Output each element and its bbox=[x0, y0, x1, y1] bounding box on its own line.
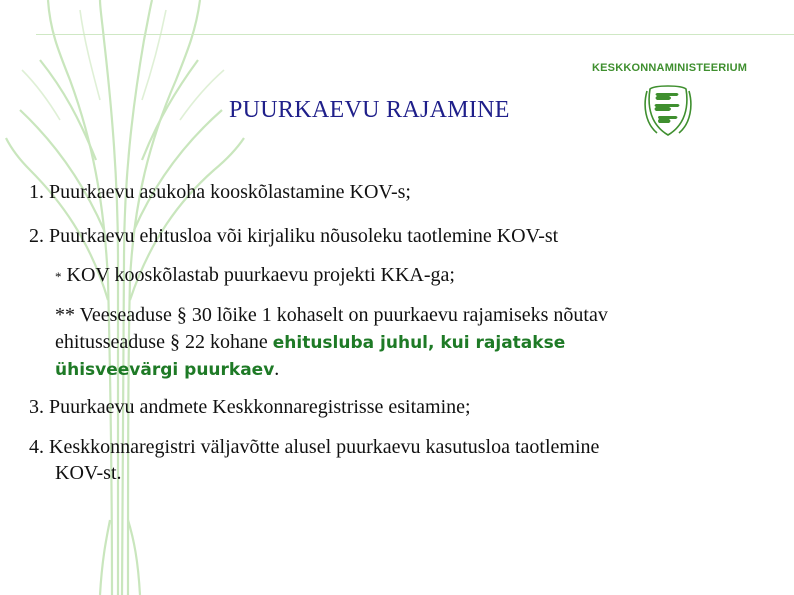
sub-item-2-line-3 bbox=[55, 357, 279, 382]
list-item-1: 1. Puurkaevu asukoha kooskõlastamine KOV-s; bbox=[29, 181, 411, 203]
sub-item-2-highlight-end: ühisveevärgi puurkaev bbox=[55, 360, 275, 380]
tree-graphic bbox=[0, 0, 260, 595]
sub-item-2-highlight: ehitusluba juhul, kui rajatakse bbox=[272, 333, 566, 353]
sub-item-2-line-1: ** Veeseaduse § 30 lõike 1 kohaselt on puurkaevu rajamiseks nõutav bbox=[55, 304, 608, 326]
coat-of-arms-icon bbox=[643, 83, 693, 139]
list-item-4-line-1: 4. Keskkonnaregistri väljavõtte alusel puurkaevu kasutusloa taotlemine bbox=[29, 436, 600, 458]
slide-title: PUURKAEVU RAJAMINE bbox=[229, 97, 510, 123]
sub-item-2-plain: ehitusseaduse § 22 kohane bbox=[55, 331, 273, 353]
header-rule bbox=[36, 34, 794, 35]
sub-item-1 bbox=[55, 263, 455, 289]
ministry-name: KESKKONNAMINISTEERIUM bbox=[592, 62, 748, 74]
list-item-4-line-2: KOV-st. bbox=[55, 462, 122, 484]
list-item-3: 3. Puurkaevu andmete Keskkonnaregistrisse esitamine; bbox=[29, 396, 471, 418]
sub-item-1-marker: * bbox=[55, 269, 62, 284]
list-item-2: 2. Puurkaevu ehitusloa või kirjaliku nõusoleku taotlemine KOV-st bbox=[29, 225, 559, 247]
sub-item-2-period: . bbox=[274, 358, 280, 380]
sub-item-2-line-2 bbox=[55, 330, 565, 355]
sub-item-1-text: KOV kooskõlastab puurkaevu projekti KKA-ga; bbox=[66, 264, 455, 286]
